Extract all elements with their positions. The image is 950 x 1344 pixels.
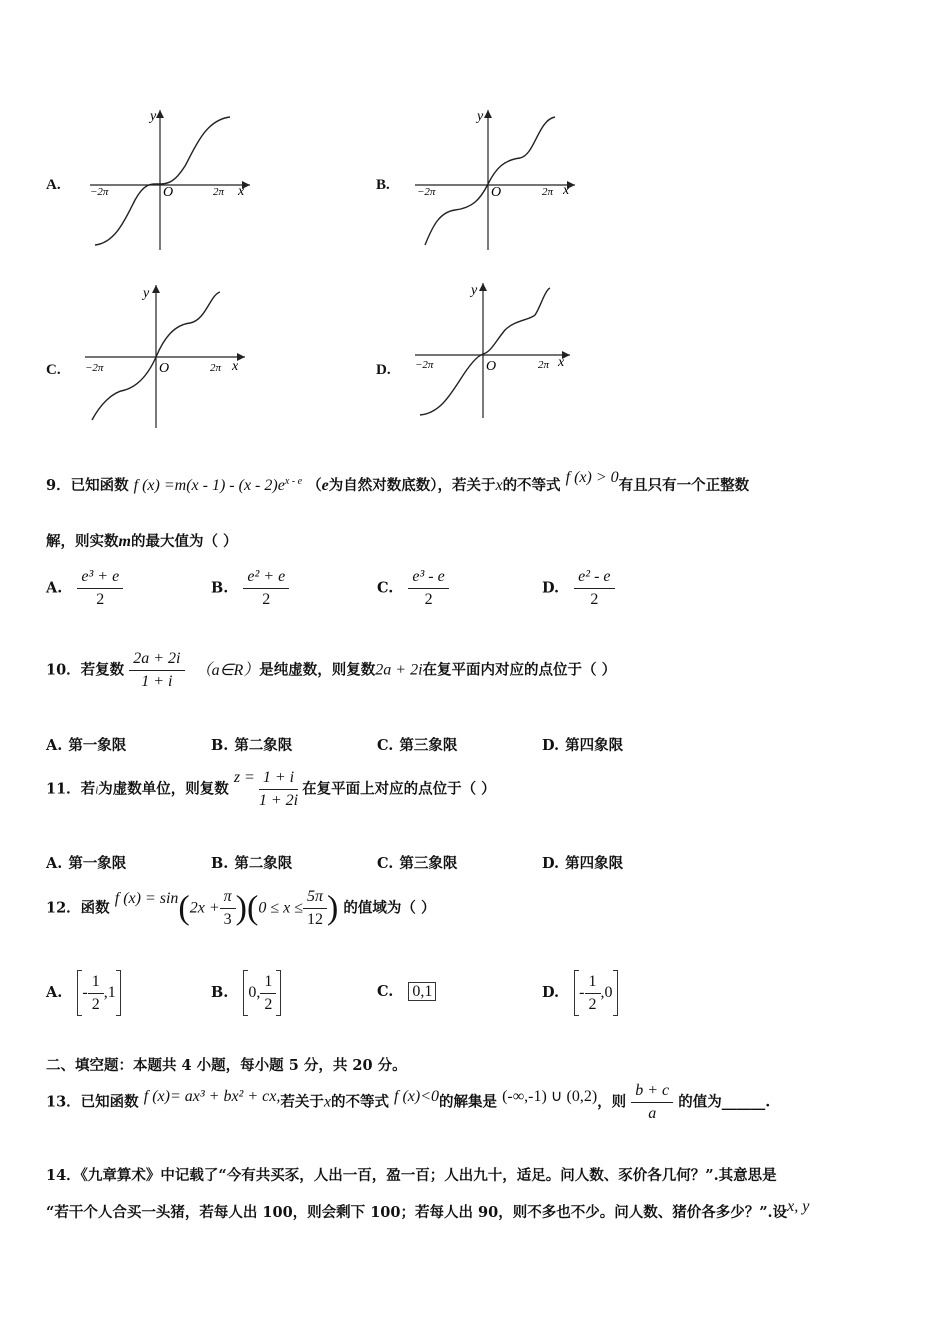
q11-option-d[interactable] (542, 852, 623, 873)
paren-left: ( (178, 889, 190, 927)
q12-dom-fraction (303, 886, 327, 931)
q12-func: f (x) = sin (114, 889, 179, 907)
x-label: x (558, 355, 565, 370)
numerator: e² - e (574, 566, 614, 589)
q12-tail: 的值域为（ ） (343, 899, 436, 917)
x-label: x (563, 183, 570, 198)
numerator: 1 (585, 971, 601, 994)
q14-line2-text: “若干个人合买一头猪，若每人出 100，则会剩下 100；若每人出 90，则不多也不少。问人数、猪价各多少？”.设 (46, 1204, 788, 1221)
q13-tail[interactable]: 的值为______. (678, 1093, 771, 1111)
option-label: D. (542, 737, 560, 754)
option-pre: - (579, 984, 585, 1001)
denominator: 2 (590, 591, 599, 608)
denominator: 1 + i (141, 673, 173, 690)
neg-tick: −2π (90, 186, 109, 198)
y-label: y (471, 283, 478, 298)
denominator: 2 (91, 995, 100, 1013)
option-label: D. (542, 984, 560, 1001)
pos-tick: 2π (210, 362, 222, 374)
q9-tail: 有且只有一个正整数 (618, 477, 750, 494)
q11-z: z = (233, 768, 255, 786)
option-d-label[interactable]: D. (376, 362, 391, 378)
option-a-label[interactable]: A. (46, 177, 61, 193)
option-fraction (88, 971, 104, 1016)
bracket-right (116, 970, 121, 1016)
q13-number: 13．已知函数 (46, 1093, 139, 1111)
option-pre: - (82, 984, 88, 1001)
q13-mid4: ，则 (597, 1093, 627, 1111)
numerator: 1 (260, 971, 276, 994)
option-text: 第一象限 (68, 855, 127, 872)
denominator: 12 (307, 911, 323, 928)
option-fraction (585, 971, 601, 1016)
x-label: x (232, 359, 239, 374)
q11-option-a[interactable] (46, 852, 126, 873)
option-post: ,1 (103, 984, 116, 1001)
q9-m: m (118, 533, 131, 550)
q13-mid3: 的解集是 (439, 1093, 498, 1111)
origin-label: O (163, 185, 174, 200)
q9-option-c[interactable] (377, 566, 449, 611)
option-text: 第四象限 (565, 737, 624, 754)
question-10 (46, 648, 616, 693)
option-label: A. (46, 579, 63, 597)
numerator: e² + e (243, 566, 289, 589)
numerator: b + c (631, 1080, 673, 1103)
option-label: A. (46, 855, 63, 872)
option-label: D. (542, 579, 560, 597)
q13-mid1: 若关于 (280, 1093, 324, 1111)
pos-tick: 2π (213, 186, 225, 198)
y-label: y (477, 109, 484, 124)
paren-left: ( (247, 889, 259, 927)
option-c-label[interactable]: C. (46, 362, 61, 378)
q12-option-b[interactable] (211, 970, 281, 1016)
neg-tick: −2π (417, 186, 436, 198)
option-text: 第二象限 (234, 855, 293, 872)
curve-d (420, 288, 550, 415)
denominator: 2 (262, 591, 271, 608)
y-label: y (143, 286, 150, 301)
q9-ineq: f (x) > 0 (565, 469, 619, 486)
question-14-line2 (46, 1198, 810, 1222)
q11-tail: 在复平面上对应的点位于（ ） (302, 780, 496, 798)
q13-mid2: 的不等式 (330, 1093, 389, 1111)
numerator: 1 + i (259, 767, 298, 790)
denominator: 2 (588, 995, 597, 1013)
q13-set: (-∞,-1) ∪ (0,2) (502, 1087, 598, 1105)
question-14-line1: 14．《九章算术》中记载了“今有共买豕，人出一百，盈一百；人出九十，适足。问人数、豕价各几何？”.其意思是 (46, 1167, 777, 1184)
q10-number: 10．若复数 (46, 661, 125, 679)
graph-c (70, 280, 270, 435)
numerator: e³ + e (77, 566, 123, 589)
q12-option-a[interactable] (46, 970, 121, 1016)
curve-a (95, 117, 230, 245)
option-label: B. (211, 984, 229, 1001)
x-label: x (238, 184, 245, 199)
q13-fraction (631, 1080, 673, 1125)
paren-right: ) (327, 889, 339, 927)
bracket-right (276, 970, 281, 1016)
origin-label: O (491, 185, 502, 200)
q10-option-c[interactable] (377, 734, 457, 755)
numerator: 2a + 2i (129, 648, 184, 671)
section-2-heading: 二、填空题：本题共 4 小题，每小题 5 分，共 20 分。 (46, 1057, 407, 1074)
q10-tail: 在复平面内对应的点位于（ ） (422, 661, 617, 679)
q9-note-post: 为自然对数底数），若关于 (328, 477, 496, 494)
q9-note-e: e (321, 477, 329, 494)
q13-func: f (x)= ax³ + bx² + cx, (143, 1087, 281, 1105)
option-text: 第二象限 (234, 737, 293, 754)
option-label: B. (211, 579, 229, 597)
question-13 (46, 1080, 770, 1125)
denominator: 1 + 2i (258, 792, 299, 809)
q9-x: x (495, 477, 503, 494)
q9-line2-post: 的最大值为（ ） (130, 533, 238, 550)
q13-x: x (323, 1093, 331, 1111)
question-9-line1 (46, 469, 750, 495)
option-text: 0,1 (408, 982, 436, 1001)
question-9-line2 (46, 530, 238, 551)
q12-option-d[interactable] (542, 970, 618, 1016)
q9-func-lhs: f (x) = (133, 477, 175, 494)
option-fraction (408, 566, 448, 611)
pos-tick: 2π (542, 186, 554, 198)
q11-i: i (95, 784, 99, 797)
pos-tick: 2π (538, 359, 550, 371)
numerator: π (220, 886, 236, 909)
q12-option-c[interactable] (377, 983, 436, 1001)
option-label: B. (211, 737, 229, 754)
graph-d (405, 280, 605, 425)
graph-a (70, 100, 270, 260)
q9-option-d[interactable] (542, 566, 615, 611)
denominator: 2 (264, 995, 273, 1013)
q13-ineq: f (x)<0 (394, 1087, 440, 1105)
option-label: C. (377, 855, 394, 872)
q11-option-c[interactable] (377, 852, 457, 873)
q10-option-d[interactable] (542, 734, 623, 755)
option-label: C. (377, 983, 394, 1000)
q10-cond: （a∈R） (195, 661, 260, 679)
denominator: 2 (96, 591, 105, 608)
q14-vars: x, y (787, 1198, 810, 1215)
numerator: 1 (88, 971, 104, 994)
curve-b (425, 117, 555, 245)
option-text: 第一象限 (68, 737, 127, 754)
q9-func-rhs: m(x - 1) - (x - 2)e (174, 477, 285, 494)
question-11 (46, 767, 496, 812)
q10-option-b[interactable] (211, 734, 292, 755)
q12-number: 12．函数 (46, 899, 110, 917)
q11-mid: 为虚数单位，则复数 (98, 780, 229, 798)
q9-line2-pre: 解，则实数 (46, 533, 119, 550)
option-fraction (260, 971, 276, 1016)
y-label: y (150, 109, 157, 124)
option-b-label[interactable]: B. (376, 177, 390, 193)
option-label: B. (211, 855, 229, 872)
q12-dom-pre: 0 ≤ x ≤ (258, 899, 303, 917)
option-text: 第三象限 (399, 737, 458, 754)
q11-option-b[interactable] (211, 852, 292, 873)
denominator: 3 (223, 911, 232, 928)
neg-tick: −2π (85, 362, 104, 374)
option-label: C. (377, 737, 394, 754)
denominator: a (648, 1105, 657, 1122)
option-label: A. (46, 984, 63, 1001)
neg-tick: −2π (415, 359, 434, 371)
option-fraction (77, 566, 123, 611)
bracket-right (613, 970, 618, 1016)
option-label: A. (46, 737, 63, 754)
q12-arg-pre: 2x + (189, 899, 220, 917)
option-post: ,0 (600, 984, 613, 1001)
q9-exp: x - e (284, 476, 303, 488)
q9-number: 9．已知函数 (46, 477, 129, 494)
option-label: C. (377, 579, 394, 597)
option-pre: 0, (248, 984, 261, 1001)
q10-fraction (129, 648, 184, 693)
paren-right: ) (235, 889, 247, 927)
option-fraction (243, 566, 289, 611)
q12-pi-fraction (220, 886, 236, 931)
q9-option-a[interactable] (46, 566, 123, 611)
q9-ineq-text: 的不等式 (502, 477, 561, 494)
denominator: 2 (424, 591, 433, 608)
option-label: D. (542, 855, 560, 872)
q11-number: 11．若 (46, 780, 96, 798)
graph-b (400, 100, 600, 260)
numerator: 5π (303, 886, 327, 909)
origin-label: O (486, 359, 497, 374)
option-text: 第三象限 (399, 855, 458, 872)
q9-note-pre: （ (307, 477, 322, 494)
question-12 (46, 886, 435, 931)
numerator: e³ - e (408, 566, 448, 589)
q10-expr: 2a + 2i (375, 661, 423, 679)
q10-option-a[interactable] (46, 734, 126, 755)
option-fraction (574, 566, 614, 611)
q10-mid: 是纯虚数，则复数 (259, 661, 376, 679)
q9-option-b[interactable] (211, 566, 289, 611)
origin-label: O (159, 361, 170, 376)
option-text: 第四象限 (565, 855, 624, 872)
q11-fraction (255, 767, 302, 812)
